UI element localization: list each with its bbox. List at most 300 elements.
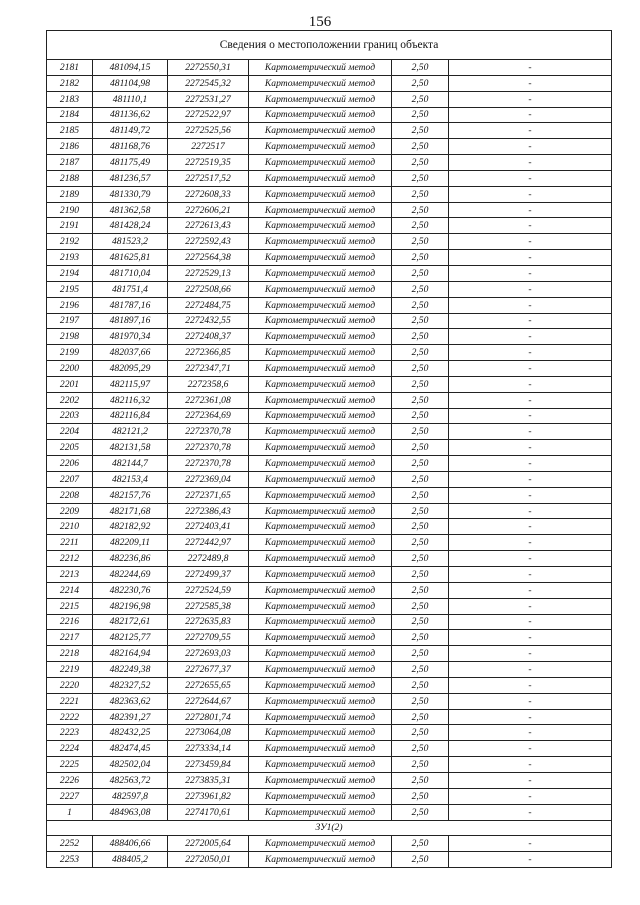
point-number-cell: 2208 bbox=[47, 487, 93, 503]
point-number-cell: 2198 bbox=[47, 329, 93, 345]
x-coordinate-cell: 482249,38 bbox=[93, 662, 168, 678]
description-cell: - bbox=[449, 551, 612, 567]
x-coordinate-cell: 482116,84 bbox=[93, 408, 168, 424]
y-coordinate-cell: 2272484,75 bbox=[168, 297, 249, 313]
point-number-cell: 2223 bbox=[47, 725, 93, 741]
description-cell: - bbox=[449, 170, 612, 186]
table-row bbox=[47, 788, 612, 804]
accuracy-cell: 2,50 bbox=[392, 598, 449, 614]
table-row bbox=[47, 662, 612, 678]
table-row bbox=[47, 693, 612, 709]
y-coordinate-cell: 2272499,37 bbox=[168, 567, 249, 583]
table-row bbox=[47, 804, 612, 820]
description-cell: - bbox=[449, 329, 612, 345]
description-cell: - bbox=[449, 741, 612, 757]
accuracy-cell: 2,50 bbox=[392, 693, 449, 709]
x-coordinate-cell: 482502,04 bbox=[93, 757, 168, 773]
method-cell: Картометрический метод bbox=[249, 202, 392, 218]
description-cell: - bbox=[449, 408, 612, 424]
method-cell: Картометрический метод bbox=[249, 788, 392, 804]
point-number-cell: 2217 bbox=[47, 630, 93, 646]
table-title: Сведения о местоположении границ объекта bbox=[47, 31, 612, 60]
description-cell: - bbox=[449, 709, 612, 725]
point-number-cell: 2222 bbox=[47, 709, 93, 725]
accuracy-cell: 2,50 bbox=[392, 60, 449, 76]
method-cell: Картометрический метод bbox=[249, 392, 392, 408]
accuracy-cell: 2,50 bbox=[392, 234, 449, 250]
table-row bbox=[47, 75, 612, 91]
description-cell: - bbox=[449, 91, 612, 107]
description-cell: - bbox=[449, 804, 612, 820]
method-cell: Картометрический метод bbox=[249, 487, 392, 503]
y-coordinate-cell: 2272519,35 bbox=[168, 155, 249, 171]
x-coordinate-cell: 481428,24 bbox=[93, 218, 168, 234]
x-coordinate-cell: 482196,98 bbox=[93, 598, 168, 614]
method-cell: Картометрический метод bbox=[249, 582, 392, 598]
description-cell: - bbox=[449, 345, 612, 361]
y-coordinate-cell: 2272369,04 bbox=[168, 471, 249, 487]
table-row bbox=[47, 772, 612, 788]
table-row bbox=[47, 408, 612, 424]
accuracy-cell: 2,50 bbox=[392, 741, 449, 757]
accuracy-cell: 2,50 bbox=[392, 503, 449, 519]
point-number-cell: 2253 bbox=[47, 852, 93, 868]
method-cell: Картометрический метод bbox=[249, 456, 392, 472]
method-cell: Картометрический метод bbox=[249, 535, 392, 551]
x-coordinate-cell: 481330,79 bbox=[93, 186, 168, 202]
point-number-cell: 2226 bbox=[47, 772, 93, 788]
accuracy-cell: 2,50 bbox=[392, 646, 449, 662]
y-coordinate-cell: 2272606,21 bbox=[168, 202, 249, 218]
table-row bbox=[47, 519, 612, 535]
y-coordinate-cell: 2272709,55 bbox=[168, 630, 249, 646]
description-cell: - bbox=[449, 788, 612, 804]
description-cell: - bbox=[449, 519, 612, 535]
method-cell: Картометрический метод bbox=[249, 772, 392, 788]
table-row bbox=[47, 265, 612, 281]
method-cell: Картометрический метод bbox=[249, 329, 392, 345]
method-cell: Картометрический метод bbox=[249, 519, 392, 535]
method-cell: Картометрический метод bbox=[249, 440, 392, 456]
point-number-cell: 2195 bbox=[47, 281, 93, 297]
table-row bbox=[47, 757, 612, 773]
method-cell: Картометрический метод bbox=[249, 852, 392, 868]
table-row bbox=[47, 471, 612, 487]
table-row bbox=[47, 234, 612, 250]
x-coordinate-cell: 482144,7 bbox=[93, 456, 168, 472]
table-row bbox=[47, 741, 612, 757]
x-coordinate-cell: 482037,66 bbox=[93, 345, 168, 361]
accuracy-cell: 2,50 bbox=[392, 535, 449, 551]
table-row bbox=[47, 329, 612, 345]
x-coordinate-cell: 481625,81 bbox=[93, 250, 168, 266]
point-number-cell: 2221 bbox=[47, 693, 93, 709]
accuracy-cell: 2,50 bbox=[392, 852, 449, 868]
accuracy-cell: 2,50 bbox=[392, 567, 449, 583]
description-cell: - bbox=[449, 424, 612, 440]
point-number-cell: 2214 bbox=[47, 582, 93, 598]
table-row bbox=[47, 456, 612, 472]
method-cell: Картометрический метод bbox=[249, 614, 392, 630]
accuracy-cell: 2,50 bbox=[392, 424, 449, 440]
x-coordinate-cell: 481751,4 bbox=[93, 281, 168, 297]
x-coordinate-cell: 481236,57 bbox=[93, 170, 168, 186]
y-coordinate-cell: 2272366,85 bbox=[168, 345, 249, 361]
method-cell: Картометрический метод bbox=[249, 75, 392, 91]
description-cell: - bbox=[449, 107, 612, 123]
accuracy-cell: 2,50 bbox=[392, 376, 449, 392]
table-row bbox=[47, 91, 612, 107]
point-number-cell: 2187 bbox=[47, 155, 93, 171]
point-number-cell: 2252 bbox=[47, 836, 93, 852]
description-cell: - bbox=[449, 313, 612, 329]
table-row bbox=[47, 313, 612, 329]
y-coordinate-cell: 2273835,31 bbox=[168, 772, 249, 788]
x-coordinate-cell: 482563,72 bbox=[93, 772, 168, 788]
x-coordinate-cell: 482121,2 bbox=[93, 424, 168, 440]
table-row bbox=[47, 60, 612, 76]
table-row bbox=[47, 551, 612, 567]
accuracy-cell: 2,50 bbox=[392, 170, 449, 186]
y-coordinate-cell: 2272050,01 bbox=[168, 852, 249, 868]
method-cell: Картометрический метод bbox=[249, 757, 392, 773]
description-cell: - bbox=[449, 155, 612, 171]
x-coordinate-cell: 482164,94 bbox=[93, 646, 168, 662]
point-number-cell: 2206 bbox=[47, 456, 93, 472]
description-cell: - bbox=[449, 503, 612, 519]
table-row bbox=[47, 709, 612, 725]
table-row bbox=[47, 392, 612, 408]
table-row bbox=[47, 218, 612, 234]
y-coordinate-cell: 2274170,61 bbox=[168, 804, 249, 820]
description-cell: - bbox=[449, 614, 612, 630]
point-number-cell: 2181 bbox=[47, 60, 93, 76]
point-number-cell: 2194 bbox=[47, 265, 93, 281]
table-row bbox=[47, 376, 612, 392]
table-row bbox=[47, 424, 612, 440]
y-coordinate-cell: 2272386,43 bbox=[168, 503, 249, 519]
y-coordinate-cell: 2272585,38 bbox=[168, 598, 249, 614]
point-number-cell: 2210 bbox=[47, 519, 93, 535]
x-coordinate-cell: 481094,15 bbox=[93, 60, 168, 76]
y-coordinate-cell: 2272361,08 bbox=[168, 392, 249, 408]
description-cell: - bbox=[449, 376, 612, 392]
description-cell: - bbox=[449, 630, 612, 646]
y-coordinate-cell: 2272592,43 bbox=[168, 234, 249, 250]
y-coordinate-cell: 2272370,78 bbox=[168, 424, 249, 440]
description-cell: - bbox=[449, 456, 612, 472]
point-number-cell: 2201 bbox=[47, 376, 93, 392]
point-number-cell: 2204 bbox=[47, 424, 93, 440]
method-cell: Картометрический метод bbox=[249, 503, 392, 519]
method-cell: Картометрический метод bbox=[249, 408, 392, 424]
y-coordinate-cell: 2272508,66 bbox=[168, 281, 249, 297]
accuracy-cell: 2,50 bbox=[392, 630, 449, 646]
table-row bbox=[47, 361, 612, 377]
table-row bbox=[47, 250, 612, 266]
point-number-cell: 2203 bbox=[47, 408, 93, 424]
point-number-cell: 2190 bbox=[47, 202, 93, 218]
description-cell: - bbox=[449, 60, 612, 76]
accuracy-cell: 2,50 bbox=[392, 186, 449, 202]
point-number-cell: 2196 bbox=[47, 297, 93, 313]
table-row bbox=[47, 170, 612, 186]
description-cell: - bbox=[449, 471, 612, 487]
description-cell: - bbox=[449, 487, 612, 503]
table-row bbox=[47, 297, 612, 313]
point-number-cell: 2227 bbox=[47, 788, 93, 804]
accuracy-cell: 2,50 bbox=[392, 297, 449, 313]
x-coordinate-cell: 481523,2 bbox=[93, 234, 168, 250]
method-cell: Картометрический метод bbox=[249, 250, 392, 266]
x-coordinate-cell: 481710,04 bbox=[93, 265, 168, 281]
method-cell: Картометрический метод bbox=[249, 471, 392, 487]
x-coordinate-cell: 482171,68 bbox=[93, 503, 168, 519]
y-coordinate-cell: 2272655,65 bbox=[168, 677, 249, 693]
description-cell: - bbox=[449, 662, 612, 678]
table-row bbox=[47, 567, 612, 583]
method-cell: Картометрический метод bbox=[249, 186, 392, 202]
point-number-cell: 2220 bbox=[47, 677, 93, 693]
point-number-cell: 2192 bbox=[47, 234, 93, 250]
accuracy-cell: 2,50 bbox=[392, 329, 449, 345]
method-cell: Картометрический метод bbox=[249, 123, 392, 139]
description-cell: - bbox=[449, 693, 612, 709]
x-coordinate-cell: 482209,11 bbox=[93, 535, 168, 551]
method-cell: Картометрический метод bbox=[249, 551, 392, 567]
x-coordinate-cell: 481970,34 bbox=[93, 329, 168, 345]
y-coordinate-cell: 2272531,27 bbox=[168, 91, 249, 107]
point-number-cell: 2182 bbox=[47, 75, 93, 91]
x-coordinate-cell: 482597,8 bbox=[93, 788, 168, 804]
point-number-cell: 2199 bbox=[47, 345, 93, 361]
point-number-cell: 2218 bbox=[47, 646, 93, 662]
accuracy-cell: 2,50 bbox=[392, 408, 449, 424]
description-cell: - bbox=[449, 234, 612, 250]
method-cell: Картометрический метод bbox=[249, 741, 392, 757]
y-coordinate-cell: 2272564,38 bbox=[168, 250, 249, 266]
y-coordinate-cell: 2272370,78 bbox=[168, 456, 249, 472]
y-coordinate-cell: 2272371,65 bbox=[168, 487, 249, 503]
point-number-cell: 2202 bbox=[47, 392, 93, 408]
description-cell: - bbox=[449, 75, 612, 91]
description-cell: - bbox=[449, 361, 612, 377]
x-coordinate-cell: 482230,76 bbox=[93, 582, 168, 598]
description-cell: - bbox=[449, 535, 612, 551]
point-number-cell: 2215 bbox=[47, 598, 93, 614]
accuracy-cell: 2,50 bbox=[392, 139, 449, 155]
y-coordinate-cell: 2272403,41 bbox=[168, 519, 249, 535]
method-cell: Картометрический метод bbox=[249, 155, 392, 171]
method-cell: Картометрический метод bbox=[249, 265, 392, 281]
y-coordinate-cell: 2272529,13 bbox=[168, 265, 249, 281]
point-number-cell: 2189 bbox=[47, 186, 93, 202]
x-coordinate-cell: 481168,76 bbox=[93, 139, 168, 155]
point-number-cell: 2224 bbox=[47, 741, 93, 757]
boundary-table bbox=[46, 30, 612, 868]
x-coordinate-cell: 481104,98 bbox=[93, 75, 168, 91]
accuracy-cell: 2,50 bbox=[392, 456, 449, 472]
x-coordinate-cell: 481897,16 bbox=[93, 313, 168, 329]
accuracy-cell: 2,50 bbox=[392, 709, 449, 725]
y-coordinate-cell: 2272550,31 bbox=[168, 60, 249, 76]
y-coordinate-cell: 2272524,59 bbox=[168, 582, 249, 598]
table-row bbox=[47, 582, 612, 598]
x-coordinate-cell: 482236,86 bbox=[93, 551, 168, 567]
x-coordinate-cell: 488405,2 bbox=[93, 852, 168, 868]
description-cell: - bbox=[449, 265, 612, 281]
table-row bbox=[47, 614, 612, 630]
method-cell: Картометрический метод bbox=[249, 567, 392, 583]
y-coordinate-cell: 2272693,03 bbox=[168, 646, 249, 662]
description-cell: - bbox=[449, 772, 612, 788]
method-cell: Картометрический метод bbox=[249, 709, 392, 725]
x-coordinate-cell: 484963,08 bbox=[93, 804, 168, 820]
boundary-table-container bbox=[46, 30, 611, 868]
accuracy-cell: 2,50 bbox=[392, 662, 449, 678]
accuracy-cell: 2,50 bbox=[392, 614, 449, 630]
method-cell: Картометрический метод bbox=[249, 345, 392, 361]
x-coordinate-cell: 481175,49 bbox=[93, 155, 168, 171]
description-cell: - bbox=[449, 392, 612, 408]
description-cell: - bbox=[449, 297, 612, 313]
point-number-cell: 2183 bbox=[47, 91, 93, 107]
y-coordinate-cell: 2273459,84 bbox=[168, 757, 249, 773]
table-row bbox=[47, 725, 612, 741]
accuracy-cell: 2,50 bbox=[392, 155, 449, 171]
method-cell: Картометрический метод bbox=[249, 313, 392, 329]
section-row bbox=[47, 820, 612, 836]
point-number-cell: 2191 bbox=[47, 218, 93, 234]
accuracy-cell: 2,50 bbox=[392, 757, 449, 773]
point-number-cell: 2205 bbox=[47, 440, 93, 456]
accuracy-cell: 2,50 bbox=[392, 313, 449, 329]
accuracy-cell: 2,50 bbox=[392, 250, 449, 266]
x-coordinate-cell: 488406,66 bbox=[93, 836, 168, 852]
accuracy-cell: 2,50 bbox=[392, 836, 449, 852]
accuracy-cell: 2,50 bbox=[392, 677, 449, 693]
description-cell: - bbox=[449, 139, 612, 155]
y-coordinate-cell: 2272525,56 bbox=[168, 123, 249, 139]
point-number-cell: 2197 bbox=[47, 313, 93, 329]
method-cell: Картометрический метод bbox=[249, 376, 392, 392]
method-cell: Картометрический метод bbox=[249, 662, 392, 678]
accuracy-cell: 2,50 bbox=[392, 265, 449, 281]
description-cell: - bbox=[449, 725, 612, 741]
description-cell: - bbox=[449, 250, 612, 266]
table-row bbox=[47, 440, 612, 456]
description-cell: - bbox=[449, 852, 612, 868]
x-coordinate-cell: 482157,76 bbox=[93, 487, 168, 503]
method-cell: Картометрический метод bbox=[249, 361, 392, 377]
x-coordinate-cell: 482327,52 bbox=[93, 677, 168, 693]
method-cell: Картометрический метод bbox=[249, 693, 392, 709]
y-coordinate-cell: 2272442,97 bbox=[168, 535, 249, 551]
y-coordinate-cell: 2272608,33 bbox=[168, 186, 249, 202]
x-coordinate-cell: 482182,92 bbox=[93, 519, 168, 535]
point-number-cell: 2209 bbox=[47, 503, 93, 519]
method-cell: Картометрический метод bbox=[249, 170, 392, 186]
accuracy-cell: 2,50 bbox=[392, 218, 449, 234]
x-coordinate-cell: 481110,1 bbox=[93, 91, 168, 107]
accuracy-cell: 2,50 bbox=[392, 725, 449, 741]
point-number-cell: 2186 bbox=[47, 139, 93, 155]
y-coordinate-cell: 2272613,43 bbox=[168, 218, 249, 234]
x-coordinate-cell: 482244,69 bbox=[93, 567, 168, 583]
y-coordinate-cell: 2272358,6 bbox=[168, 376, 249, 392]
y-coordinate-cell: 2272364,69 bbox=[168, 408, 249, 424]
description-cell: - bbox=[449, 440, 612, 456]
y-coordinate-cell: 2272489,8 bbox=[168, 551, 249, 567]
x-coordinate-cell: 482115,97 bbox=[93, 376, 168, 392]
y-coordinate-cell: 2272347,71 bbox=[168, 361, 249, 377]
table-row bbox=[47, 186, 612, 202]
x-coordinate-cell: 482153,4 bbox=[93, 471, 168, 487]
y-coordinate-cell: 2273064,08 bbox=[168, 725, 249, 741]
table-row bbox=[47, 598, 612, 614]
y-coordinate-cell: 2272432,55 bbox=[168, 313, 249, 329]
table-row bbox=[47, 630, 612, 646]
y-coordinate-cell: 2272545,32 bbox=[168, 75, 249, 91]
table-row bbox=[47, 107, 612, 123]
accuracy-cell: 2,50 bbox=[392, 107, 449, 123]
y-coordinate-cell: 2272522,97 bbox=[168, 107, 249, 123]
point-number-cell: 2184 bbox=[47, 107, 93, 123]
x-coordinate-cell: 481149,72 bbox=[93, 123, 168, 139]
x-coordinate-cell: 481136,62 bbox=[93, 107, 168, 123]
accuracy-cell: 2,50 bbox=[392, 361, 449, 377]
description-cell: - bbox=[449, 646, 612, 662]
description-cell: - bbox=[449, 202, 612, 218]
x-coordinate-cell: 482474,45 bbox=[93, 741, 168, 757]
method-cell: Картометрический метод bbox=[249, 725, 392, 741]
description-cell: - bbox=[449, 281, 612, 297]
method-cell: Картометрический метод bbox=[249, 677, 392, 693]
table-row bbox=[47, 852, 612, 868]
accuracy-cell: 2,50 bbox=[392, 804, 449, 820]
table-row bbox=[47, 646, 612, 662]
y-coordinate-cell: 2272644,67 bbox=[168, 693, 249, 709]
table-row bbox=[47, 535, 612, 551]
y-coordinate-cell: 2272408,37 bbox=[168, 329, 249, 345]
method-cell: Картометрический метод bbox=[249, 107, 392, 123]
description-cell: - bbox=[449, 123, 612, 139]
point-number-cell: 2188 bbox=[47, 170, 93, 186]
y-coordinate-cell: 2272370,78 bbox=[168, 440, 249, 456]
table-row bbox=[47, 345, 612, 361]
accuracy-cell: 2,50 bbox=[392, 281, 449, 297]
section-label: ЗУ1(2) bbox=[47, 820, 612, 836]
x-coordinate-cell: 482125,77 bbox=[93, 630, 168, 646]
page-number: 156 bbox=[308, 14, 332, 30]
x-coordinate-cell: 482363,62 bbox=[93, 693, 168, 709]
accuracy-cell: 2,50 bbox=[392, 471, 449, 487]
description-cell: - bbox=[449, 677, 612, 693]
method-cell: Картометрический метод bbox=[249, 598, 392, 614]
accuracy-cell: 2,50 bbox=[392, 772, 449, 788]
accuracy-cell: 2,50 bbox=[392, 123, 449, 139]
point-number-cell: 2213 bbox=[47, 567, 93, 583]
accuracy-cell: 2,50 bbox=[392, 75, 449, 91]
y-coordinate-cell: 2272517 bbox=[168, 139, 249, 155]
y-coordinate-cell: 2272005,64 bbox=[168, 836, 249, 852]
method-cell: Картометрический метод bbox=[249, 646, 392, 662]
x-coordinate-cell: 481787,16 bbox=[93, 297, 168, 313]
accuracy-cell: 2,50 bbox=[392, 582, 449, 598]
accuracy-cell: 2,50 bbox=[392, 392, 449, 408]
method-cell: Картометрический метод bbox=[249, 630, 392, 646]
table-row bbox=[47, 281, 612, 297]
